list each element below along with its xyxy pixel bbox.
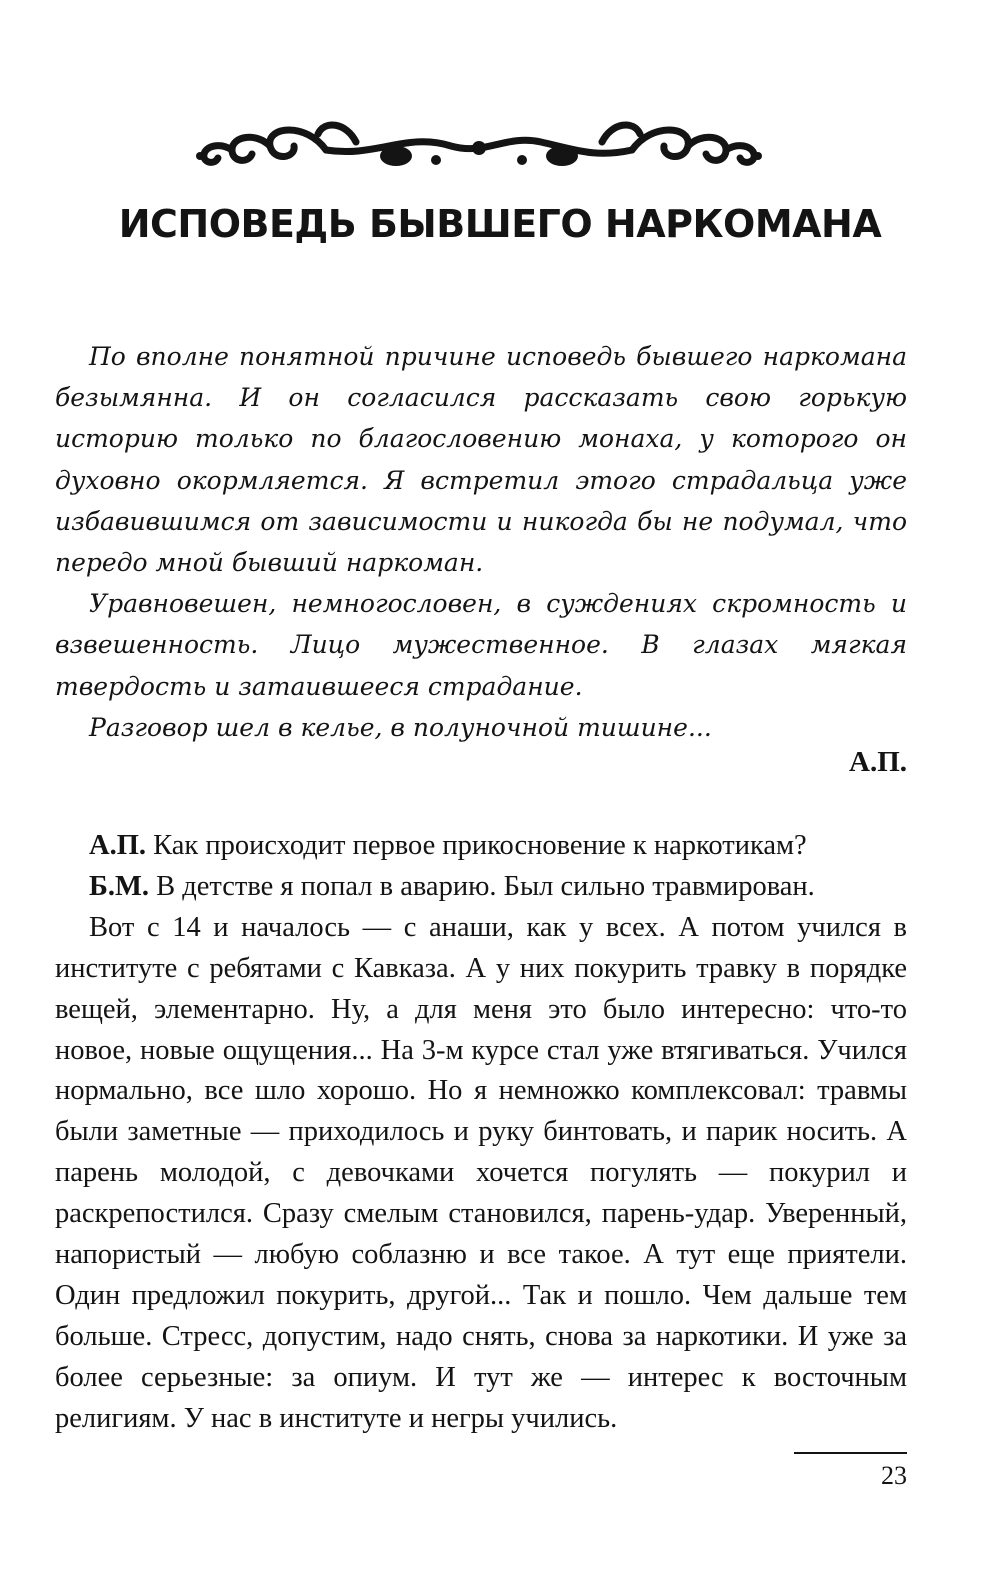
dialogue-text: Как происходит первое прикосновение к наркотикам?: [146, 830, 807, 861]
footer-rule: [794, 1452, 907, 1454]
intro-paragraph: Разговор шел в келье, в полуночной тишине...: [89, 712, 712, 742]
page-number: 23: [881, 1461, 907, 1490]
dialogue-text: В детстве я попал в аварию. Был сильно травмирован.: [149, 870, 815, 902]
narrative-paragraph: Вот с 14 и началось — с анаши, как у всех. А потом учился в институте с ребятами с Кавказа. А у них покурить травку в порядке вещей, элементарно. Ну, а для меня это было интересно: что-то новое, новые ощущения... На 3-м курсе стал уже втягиваться. Учился нормально, все шло хорошо. Но я немножко комплексовал: травмы были заметные — приходилось и руку бинтовать, и парик носить. А парень молодой, с девочками хочется погулять — покурил и раскрепостился. Сразу смелым становился, парень-удар. Уверенный, напористый — любую соблазню и все такое. А тут еще приятели. Один предложил покурить, другой... Так и пошло. Чем дальше тем больше. Стресс, допустим, надо снять, снова за наркотики. И уже за более серьезные: за опиум. И тут же — интерес к восточным религиям. У нас в институте и негры учились.: [55, 911, 907, 1434]
interview-body: [55, 826, 907, 1440]
speaker-label: А.П.: [89, 830, 146, 861]
intro-paragraph: Уравновешен, немногословен, в суждениях скромность и взвешенность. Лицо мужественное. В глазах мягкая твердость и затаившееся страдание.: [55, 589, 907, 701]
speaker-label: Б.М.: [89, 870, 149, 902]
dialogue-line: [55, 826, 907, 867]
author-signature: А.П.: [849, 746, 907, 778]
dialogue-line: [55, 867, 907, 908]
intro-block: [55, 336, 907, 748]
chapter-title: ИСПОВЕДЬ БЫВШЕГО НАРКОМАНА: [118, 202, 882, 246]
intro-paragraph: По вполне понятной причине исповедь бывшего наркомана безымянна. И он согласился рассказать свою горькую историю только по благословению монаха, у которого он духовно окормляется. Я встретил этого страдальца уже избавившимся от зависимости и никогда бы не подумал, что передо мной бывший наркоман.: [55, 342, 907, 578]
scroll-ornament-icon: [196, 112, 762, 174]
